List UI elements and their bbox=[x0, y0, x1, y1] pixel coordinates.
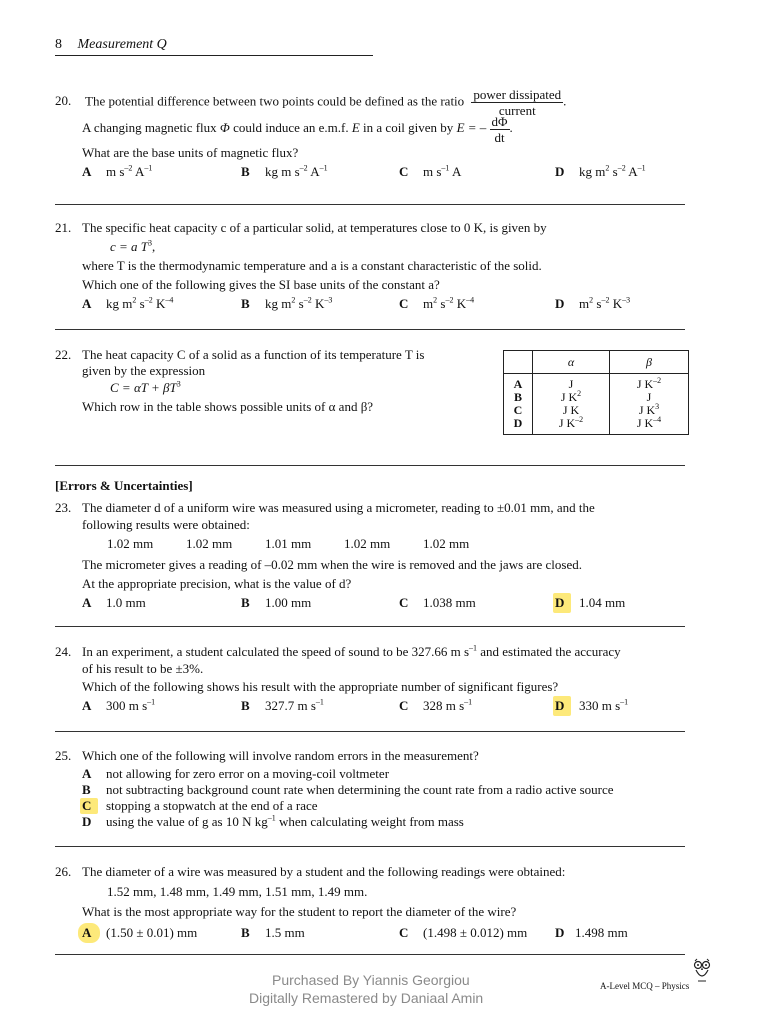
option-a[interactable]: A kg $m^2$ $s^{-2}$ $K^{-4}$ bbox=[82, 295, 174, 311]
table-row[interactable]: B J $K^2$ J bbox=[504, 391, 689, 404]
divider bbox=[55, 329, 685, 330]
answer-highlight: A bbox=[78, 923, 100, 943]
table-row[interactable]: C J K J $K^3$ bbox=[504, 404, 689, 417]
question-text: following results were obtained: bbox=[82, 517, 250, 532]
question-text: where T is the thermodynamic temperature and a is a constant characteristic of the solid. bbox=[82, 258, 542, 273]
option-d[interactable]: D kg $m^2$ $s^{-2}$ $A^{-1}$ bbox=[555, 163, 646, 179]
option-a[interactable]: A 300 m $s^{-1}$ bbox=[82, 697, 156, 713]
table-row[interactable]: A J J $K^{-2}$ bbox=[504, 374, 689, 392]
option-b[interactable]: B not subtracting background count rate when determining the count rate from a radio active source bbox=[82, 782, 614, 797]
divider bbox=[55, 954, 685, 955]
question-25 bbox=[55, 746, 695, 830]
question-number: 22. bbox=[55, 347, 72, 362]
readings: 1.02 mm 1.02 mm 1.01 mm 1.02 mm 1.02 mm bbox=[107, 536, 470, 551]
question-22 bbox=[55, 346, 495, 416]
option-a[interactable]: A not allowing for zero error on a moving-coil voltmeter bbox=[82, 766, 390, 781]
question-text: In an experiment, a student calculated the speed of sound to be 327.66 m $s^{-1}$ and estimated the accuracy bbox=[82, 643, 621, 659]
options bbox=[55, 923, 695, 943]
option-d[interactable]: D 330 m $s^{-1}$ bbox=[555, 696, 628, 716]
owl-logo-icon bbox=[692, 958, 712, 988]
table-header-beta: β bbox=[610, 351, 689, 374]
answer-highlight: C bbox=[80, 798, 98, 814]
options bbox=[55, 162, 695, 182]
question-text: The micrometer gives a reading of –0.02 mm when the wire is removed and the jaws are closed. bbox=[82, 557, 582, 572]
option-a[interactable]: A m $s^{-2}$ $A^{-1}$ bbox=[82, 163, 153, 179]
header-divider bbox=[55, 55, 373, 56]
question-text: The potential difference between two points could be defined as the ratio bbox=[85, 93, 465, 109]
option-d[interactable]: D 1.04 mm bbox=[555, 593, 625, 613]
option-b[interactable]: B 1.00 mm bbox=[241, 595, 312, 610]
divider bbox=[55, 204, 685, 205]
series-label: A-Level MCQ – Physics bbox=[600, 981, 690, 991]
divider bbox=[55, 731, 685, 732]
option-d[interactable]: D using the value of g as 10 N $kg^{-1}$ when calculating weight from mass bbox=[82, 813, 464, 829]
answer-highlight: D bbox=[553, 593, 571, 613]
options bbox=[55, 696, 695, 716]
option-b[interactable]: B 1.5 mm bbox=[241, 925, 305, 940]
question-text: At the appropriate precision, what is the value of d? bbox=[82, 576, 352, 591]
question-24 bbox=[55, 643, 695, 716]
divider bbox=[55, 626, 685, 627]
option-c[interactable]: C $m^2$ $s^{-2}$ $K^{-4}$ bbox=[399, 295, 475, 311]
page-title: Measurement Q bbox=[77, 37, 167, 52]
fraction-dphi-dt: $\frac{d\Phi}{dt}$ bbox=[491, 113, 508, 145]
options bbox=[55, 294, 695, 314]
question-text: Which of the following shows his result with the appropriate number of significant figures? bbox=[82, 679, 559, 694]
question-text: The specific heat capacity c of a particular solid, at temperatures close to 0 K, is given by bbox=[82, 220, 547, 235]
question-text: A changing magnetic flux Φ could induce an e.m.f. E in a coil given by E = – $\frac{d\Phi}{dt}$ . bbox=[82, 113, 513, 145]
question-number: 26. bbox=[55, 864, 72, 879]
page-header bbox=[55, 37, 167, 53]
question-text: Which row in the table shows possible units of α and β? bbox=[82, 399, 374, 414]
option-a[interactable]: A 1.0 mm bbox=[82, 595, 146, 610]
remastered-note: Digitally Remastered by Daniaal Amin bbox=[249, 990, 484, 1006]
question-number: 24. bbox=[55, 644, 72, 659]
question-text: Which one of the following gives the SI base units of the constant a? bbox=[82, 277, 440, 292]
table-row[interactable]: D J $K^{-2}$ J $K^{-4}$ bbox=[504, 417, 689, 435]
divider bbox=[55, 465, 685, 466]
question-text: What is the most appropriate way for the student to report the diameter of the wire? bbox=[82, 904, 517, 919]
option-c[interactable]: C (1.498 ± 0.012) mm bbox=[399, 925, 528, 940]
question-text: Which one of the following will involve random errors in the measurement? bbox=[82, 748, 479, 763]
question-text: of his result to be ±3%. bbox=[82, 661, 204, 676]
option-a[interactable]: A (1.50 ± 0.01) mm bbox=[82, 923, 197, 943]
question-number: 21. bbox=[55, 220, 72, 235]
fraction-power-current: $\frac{\text{power dissipated}}{\text{current}}$ bbox=[473, 87, 562, 118]
option-c[interactable]: C 328 m $s^{-1}$ bbox=[399, 697, 473, 713]
question-number: 20. bbox=[55, 93, 72, 109]
section-heading: [Errors & Uncertainties] bbox=[55, 478, 193, 493]
units-table bbox=[503, 350, 689, 435]
option-c[interactable]: C 1.038 mm bbox=[399, 595, 476, 610]
question-26 bbox=[55, 862, 695, 943]
page-number: 8 bbox=[55, 37, 62, 52]
question-text: The diameter d of a uniform wire was measured using a micrometer, reading to ±0.01 mm, and the bbox=[82, 500, 595, 515]
table-header-alpha: α bbox=[533, 351, 610, 374]
option-d[interactable]: D 1.498 mm bbox=[555, 925, 628, 940]
option-b[interactable]: B kg m $s^{-2}$ $A^{-1}$ bbox=[241, 163, 328, 179]
option-d[interactable]: D $m^2$ $s^{-2}$ $K^{-3}$ bbox=[555, 295, 631, 311]
equation: $C = \alpha T + \beta T^3$ bbox=[110, 379, 181, 395]
question-text: given by the expression bbox=[82, 363, 206, 378]
question-text: The diameter of a wire was measured by a student and the following readings were obtained: bbox=[82, 864, 566, 879]
options bbox=[55, 593, 695, 613]
question-20: 20. The potential difference between two points could be defined as the ratio $\frac{\text{power dissipated}}{\text{current}}$ . A changing magnetic flux Φ could induce an e.m.f. E in a coil given by E = – $\frac{d\Phi}{dt}$ . What are the base units of magnetic flux? A m $s^{-2}$ $A^{-1}$ B kg m $s^{-2}$ $A^{-1}$ C m $s^{-1}$ A D kg $m^2$ $s^{-2}$ $A^{-1}$ bbox=[55, 87, 695, 182]
option-c[interactable]: C stopping a stopwatch at the end of a race bbox=[82, 798, 318, 813]
option-b[interactable]: B 327.7 m $s^{-1}$ bbox=[241, 697, 324, 713]
answer-highlight: D bbox=[553, 696, 571, 716]
divider bbox=[55, 846, 685, 847]
option-b[interactable]: B kg $m^2$ $s^{-2}$ $K^{-3}$ bbox=[241, 295, 333, 311]
question-text: The heat capacity C of a solid as a function of its temperature T is bbox=[82, 347, 425, 362]
question-text: What are the base units of magnetic flux? bbox=[82, 145, 299, 160]
question-23 bbox=[55, 499, 695, 613]
readings: 1.52 mm, 1.48 mm, 1.49 mm, 1.51 mm, 1.49 mm. bbox=[107, 884, 368, 899]
option-c[interactable]: C m $s^{-1}$ A bbox=[399, 163, 462, 179]
purchased-note: Purchased By Yiannis Georgiou bbox=[272, 972, 470, 988]
equation: c = a $T^3$, bbox=[110, 238, 156, 254]
question-21 bbox=[55, 218, 695, 314]
question-number: 25. bbox=[55, 748, 72, 763]
question-number: 23. bbox=[55, 500, 72, 515]
